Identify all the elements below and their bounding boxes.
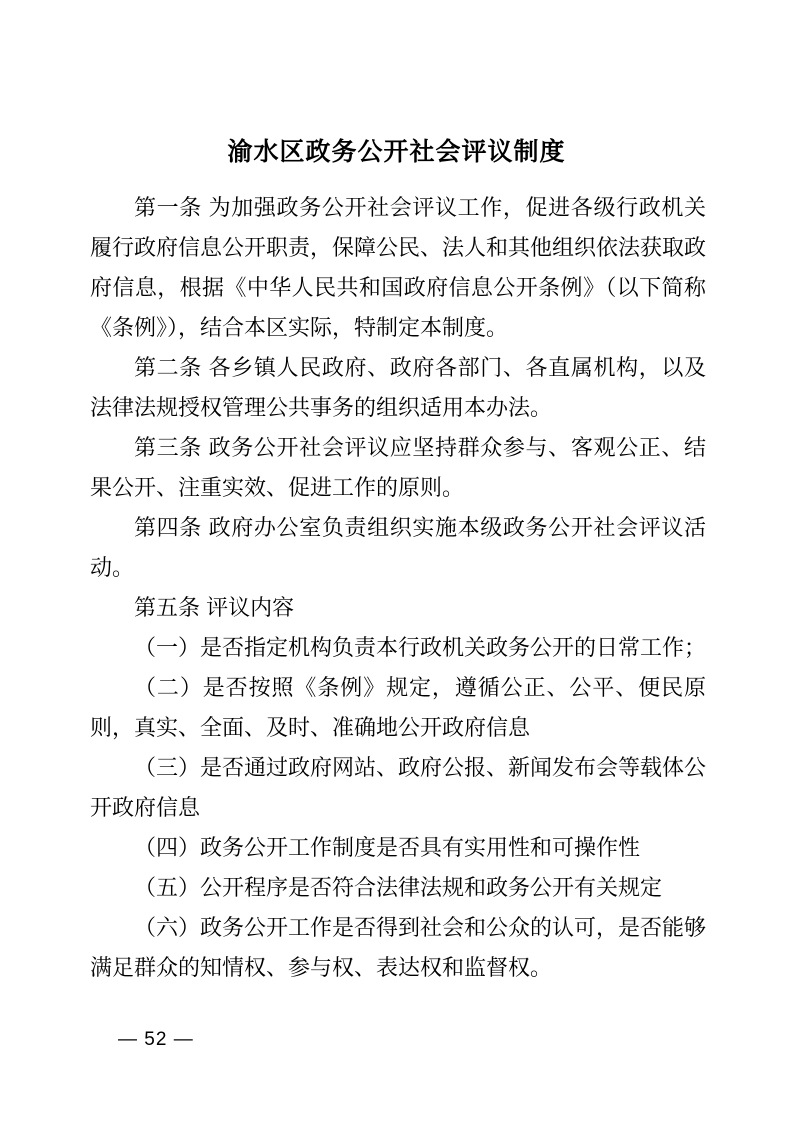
paragraph-item-1: （一）是否指定机构负责本行政机关政务公开的日常工作； [134,635,707,660]
page-number: — 52 — [118,1029,194,1050]
paragraph-item-6: （六）政务公开工作是否得到社会和公众的认可，是否能够满足群众的知情权、参与权、表达权和监督权。 [90,915,707,980]
paragraph-article-3: 第三条 政务公开社会评议应坚持群众参与、客观公正、结果公开、注重实效、促进工作的原则。 [90,435,706,500]
document-body [90,188,706,988]
paragraph-item-5: （五）公开程序是否符合法律法规和政务公开有关规定 [134,875,663,900]
paragraph-item-2: （二）是否按照《条例》规定，遵循公正、公平、便民原则，真实、全面、及时、准确地公开政府信息 [90,675,706,740]
paragraph-article-5: 第五条 评议内容 [134,595,295,620]
paragraph-article-1: 第一条 为加强政务公开社会评议工作，促进各级行政机关履行政府信息公开职责，保障公民、法人和其他组织依法获取政府信息，根据《中华人民共和国政府信息公开条例》（以下简称《条例》），结合本区实际，特制定本制度。 [90,195,707,340]
paragraph-article-4: 第四条 政府办公室负责组织实施本级政务公开社会评议活动。 [90,515,706,580]
paragraph-article-2: 第二条 各乡镇人民政府、政府各部门、各直属机构，以及法律法规授权管理公共事务的组织适用本办法。 [90,355,706,420]
paragraph-item-3: （三）是否通过政府网站、政府公报、新闻发布会等载体公开政府信息 [90,755,707,820]
document-title: 渝水区政务公开社会评议制度 [227,138,566,166]
paragraph-item-4: （四）政务公开工作制度是否具有实用性和可操作性 [134,835,641,860]
